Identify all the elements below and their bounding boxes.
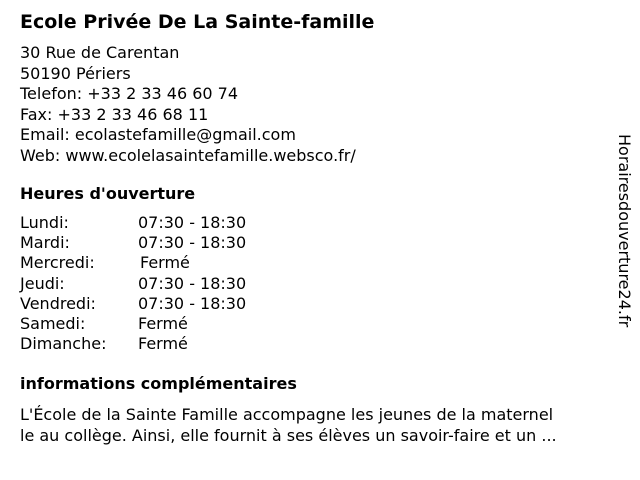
info-line: le au collège. Ainsi, elle fournit à ses élèves un savoir-faire et un ...	[20, 426, 557, 445]
hours-value: 07:30 - 18:30	[138, 293, 247, 313]
fax-number: Fax: +33 2 33 46 68 11	[20, 104, 209, 124]
contact-details	[20, 43, 356, 166]
hours-row-wednesday	[20, 253, 320, 273]
website-address: Web: www.ecolelasaintefamille.websco.fr/	[20, 145, 356, 165]
day-label: Dimanche:	[20, 334, 107, 354]
additional-info-text	[20, 404, 620, 446]
hours-row-saturday	[20, 314, 320, 334]
street-address: 30 Rue de Carentan	[20, 43, 180, 62]
hours-row-tuesday	[20, 233, 320, 253]
hours-value: Fermé	[140, 253, 190, 273]
opening-hours-heading: Heures d'ouverture	[20, 184, 196, 203]
hours-row-monday	[20, 213, 320, 233]
additional-info-heading: informations complémentaires	[20, 374, 297, 393]
hours-value: Fermé	[138, 334, 188, 354]
hours-row-sunday	[20, 334, 320, 354]
phone-number: Telefon: +33 2 33 46 60 74	[20, 84, 239, 103]
hours-value: 07:30 - 18:30	[138, 233, 247, 253]
day-label: Lundi:	[20, 213, 69, 232]
info-line: L'École de la Sainte Famille accompagne les jeunes de la maternel	[20, 405, 554, 424]
city-postcode: 50190 Périers	[20, 63, 131, 83]
day-label: Mardi:	[20, 233, 70, 253]
day-label: Vendredi:	[20, 293, 96, 313]
hours-value: Fermé	[138, 313, 188, 333]
hours-value: 07:30 - 18:30	[138, 273, 247, 293]
hours-row-thursday	[20, 274, 320, 294]
day-label: Mercredi:	[20, 253, 95, 273]
hours-value: 07:30 - 18:30	[138, 213, 247, 232]
site-watermark: Horairesdouverture24.fr	[615, 134, 634, 328]
email-address: Email: ecolastefamille@gmail.com	[20, 125, 296, 144]
hours-row-friday	[20, 294, 320, 314]
day-label: Samedi:	[20, 313, 86, 333]
opening-hours-list	[20, 213, 320, 354]
day-label: Jeudi:	[20, 273, 65, 293]
page-title: Ecole Privée De La Sainte-famille	[20, 11, 375, 33]
